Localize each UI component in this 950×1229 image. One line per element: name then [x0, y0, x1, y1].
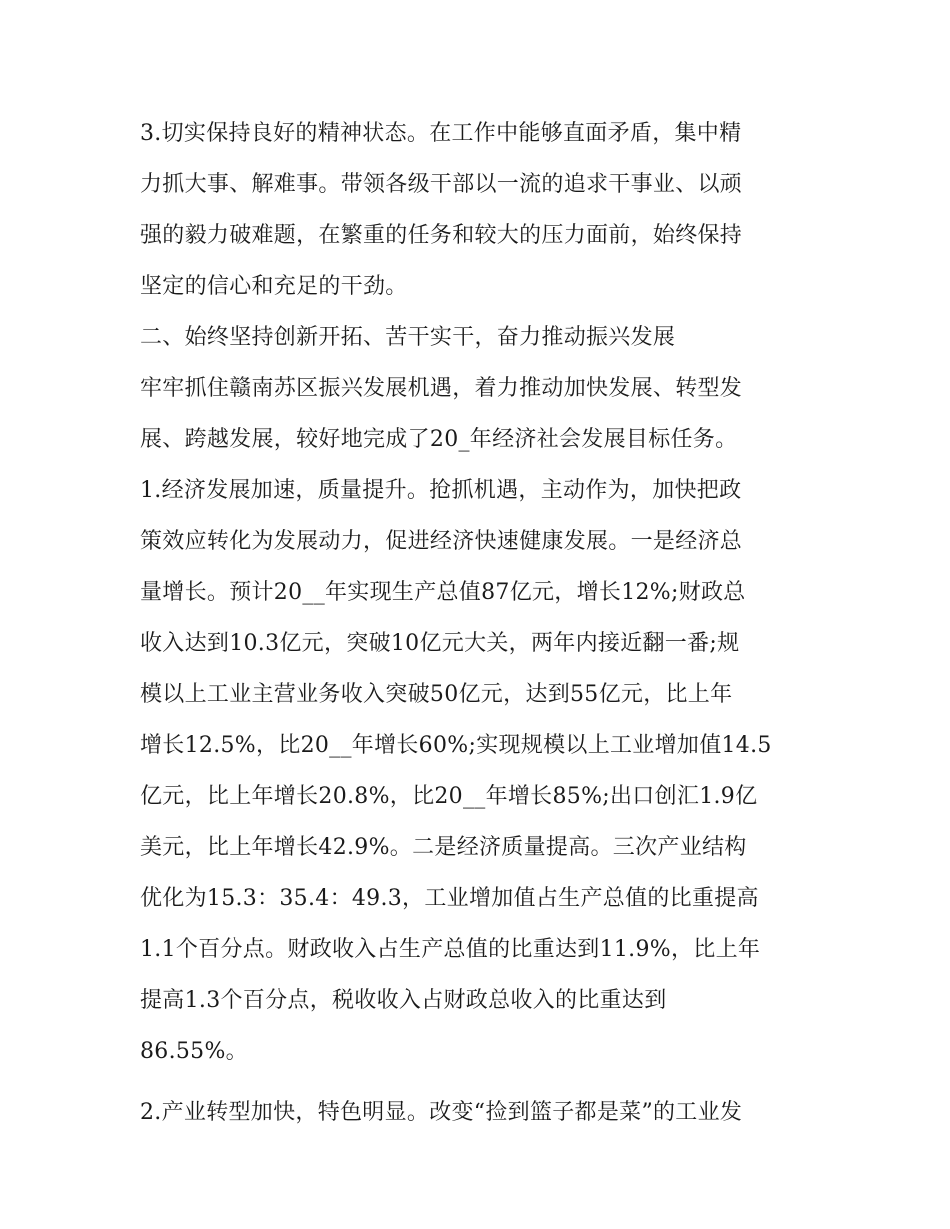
- paragraph-line: 2.产业转型加快，特色明显。改变“捡到篮子都是菜”的工业发: [140, 1100, 743, 1125]
- paragraph-line: 3.切实保持良好的精神状态。在工作中能够直面矛盾，集中精: [140, 121, 742, 146]
- paragraph-line: 强的毅力破难题，在繁重的任务和较大的压力面前，始终保持: [140, 223, 743, 248]
- paragraph-line: 展、跨越发展，较好地完成了20_年经济社会发展目标任务。: [140, 427, 738, 452]
- paragraph-line: 优化为15.3：35.4：49.3，工业增加值占生产总值的比重提高: [140, 886, 759, 911]
- section-heading: 二、始终坚持创新开拓、苦干实干，奋力推动振兴发展: [140, 325, 676, 350]
- paragraph-line: 策效应转化为发展动力，促进经济快速健康发展。一是经济总: [140, 529, 743, 554]
- paragraph-line: 模以上工业主营业务收入突破50亿元，达到55亿元，比上年: [140, 682, 733, 707]
- paragraph-line: 增长12.5%，比20__年增长60%;实现规模以上工业增加值14.5: [140, 733, 772, 758]
- paragraph-line: 亿元，比上年增长20.8%，比20__年增长85%;出口创汇1.9亿: [140, 784, 758, 809]
- paragraph-line: 86.55%。: [140, 1039, 248, 1064]
- paragraph-line: 牢牢抓住赣南苏区振兴发展机遇，着力推动加快发展、转型发: [140, 376, 743, 401]
- paragraph-line: 美元，比上年增长42.9%。二是经济质量提高。三次产业结构: [140, 835, 747, 860]
- paragraph-gap: [140, 1077, 820, 1087]
- document-body: [140, 108, 820, 1138]
- paragraph-line: 量增长。预计20__年实现生产总值87亿元，增长12%;财政总: [140, 580, 746, 605]
- paragraph-line: 1.经济发展加速，质量提升。抢抓机遇，主动作为，加快把政: [140, 478, 742, 503]
- paragraph-line: 1.1个百分点。财政收入占生产总值的比重达到11.9%，比上年: [140, 937, 761, 962]
- paragraph-line: 力抓大事、解难事。带领各级干部以一流的追求干事业、以顽: [140, 172, 743, 197]
- paragraph-line: 坚定的信心和充足的干劲。: [140, 274, 408, 299]
- paragraph-line: 收入达到10.3亿元，突破10亿元大关，两年内接近翻一番;规: [140, 631, 740, 656]
- paragraph-line: 提高1.3个百分点，税收收入占财政总收入的比重达到: [140, 988, 667, 1013]
